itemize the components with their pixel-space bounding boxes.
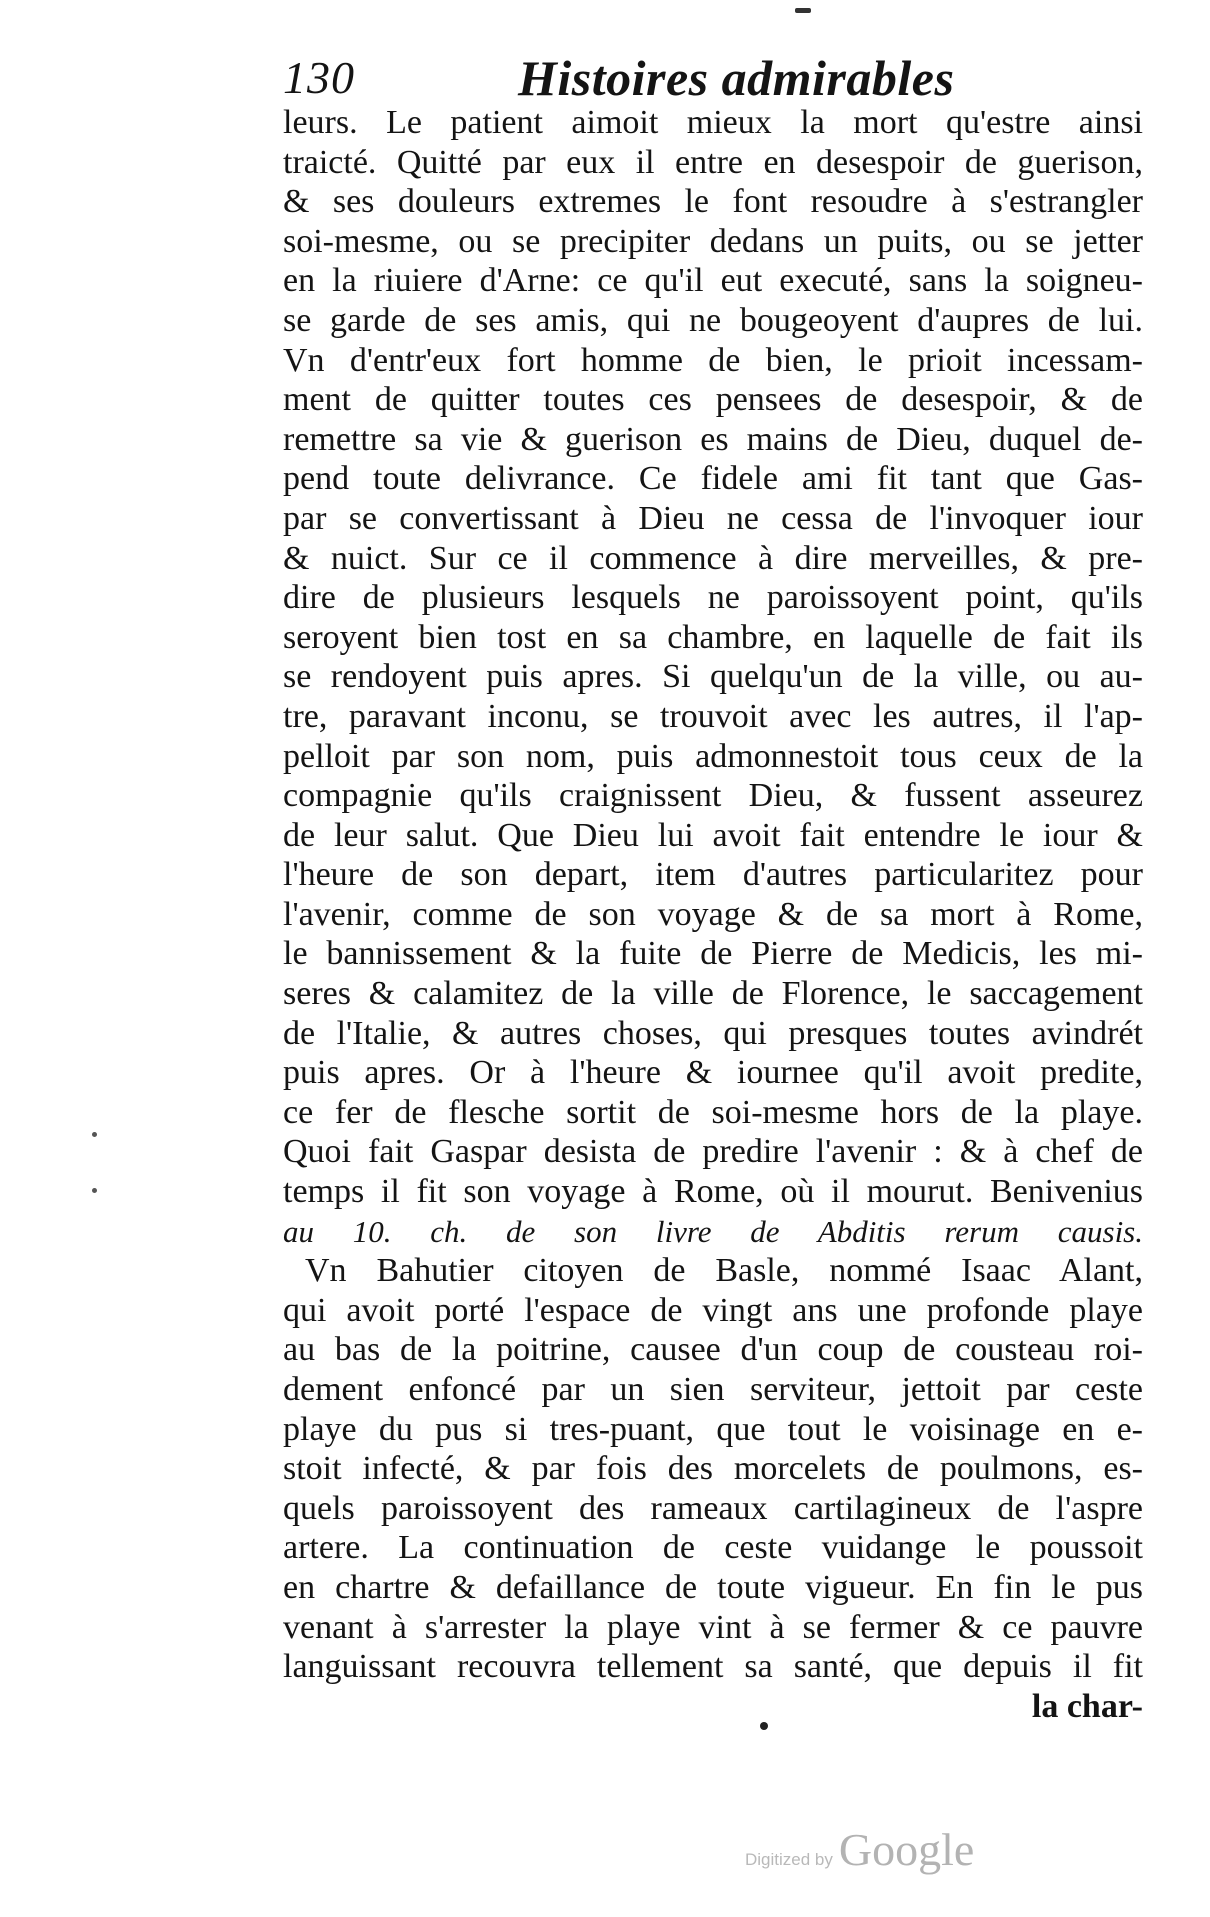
page-number: 130 — [283, 52, 355, 103]
text-line: traicté. Quitté par eux il entre en desespoir de guerison, — [283, 143, 1143, 181]
margin-speck — [92, 1132, 97, 1137]
text-line: pend toute delivrance. Ce fidele ami fit tant que Gas- — [283, 460, 1143, 498]
text-line: remettre sa vie & guerison es mains de Dieu, duquel de- — [283, 420, 1143, 458]
text-line: de leur salut. Que Dieu lui avoit fait entendre le iour & — [283, 816, 1143, 854]
text-line: venant à s'arrester la playe vint à se fermer & ce pauvre — [283, 1608, 1143, 1646]
catchword: la char- — [1031, 1687, 1143, 1725]
ink-dot — [760, 1722, 768, 1730]
text-line: dire de plusieurs lesquels ne paroissoyent point, qu'ils — [283, 579, 1143, 617]
text-line: temps il fit son voyage à Rome, où il mourut. Benivenius — [283, 1173, 1143, 1211]
text-line: stoit infecté, & par fois des morcelets de poulmons, es- — [283, 1450, 1143, 1488]
body-text — [283, 103, 1143, 1726]
running-title: Histoires admirables — [518, 50, 955, 106]
text-line: l'avenir, comme de son voyage & de sa mort à Rome, — [283, 895, 1143, 933]
text-line: par se convertissant à Dieu ne cessa de l'invoquer iour — [283, 499, 1143, 537]
text-line: compagnie qu'ils craignissent Dieu, & fussent asseurez — [283, 777, 1143, 815]
text-line: languissant recouvra tellement sa santé, que depuis il fit — [283, 1648, 1143, 1686]
text-line: se garde de ses amis, qui ne bougeoyent d'aupres de lui. — [283, 301, 1143, 339]
digitization-watermark — [745, 1818, 974, 1878]
paragraph-start-line: Vn Bahutier citoyen de Basle, nommé Isaac Alant, — [305, 1252, 1143, 1290]
text-line: seres & calamitez de la ville de Florence, le saccagement — [283, 975, 1143, 1013]
text-line: leurs. Le patient aimoit mieux la mort qu'estre ainsi — [283, 104, 1143, 141]
text-line: l'heure de son depart, item d'autres particularitez pour — [283, 856, 1143, 894]
text-line: quels paroissoyent des rameaux cartilagineux de l'aspre — [283, 1489, 1143, 1527]
text-line: de l'Italie, & autres choses, qui presques toutes avindrét — [283, 1014, 1143, 1052]
text-line: en chartre & defaillance de toute vigueur. En fin le pus — [283, 1568, 1143, 1606]
text-line: au bas de la poitrine, causee d'un coup de cousteau roi- — [283, 1331, 1143, 1369]
text-line: soi-mesme, ou se precipiter dedans un puits, ou se jetter — [283, 222, 1143, 260]
citation-line: au 10. ch. de son livre de Abditis rerum causis. — [283, 1213, 1143, 1249]
text-line: tre, paravant inconu, se trouvoit avec les autres, il l'ap- — [283, 697, 1143, 735]
text-line: & ses douleurs extremes le font resoudre à s'estrangler — [283, 183, 1143, 221]
watermark-prefix: Digitized by — [745, 1850, 833, 1869]
text-line: dement enfoncé par un sien serviteur, jettoit par ceste — [283, 1371, 1143, 1408]
text-line: ment de quitter toutes ces pensees de desespoir, & de — [283, 381, 1143, 419]
text-line: qui avoit porté l'espace de vingt ans une profonde playe — [283, 1291, 1143, 1329]
text-line: puis apres. Or à l'heure & iournee qu'il avoit predite, — [283, 1054, 1143, 1092]
text-line: & nuict. Sur ce il commence à dire merveilles, & pre- — [283, 539, 1143, 577]
page-header — [283, 48, 1153, 108]
text-line: Quoi fait Gaspar desista de predire l'avenir : & à chef de — [283, 1133, 1143, 1171]
text-line: le bannissement & la fuite de Pierre de Medicis, les mi- — [283, 935, 1143, 973]
text-line: seroyent bien tost en sa chambre, en laquelle de fait ils — [283, 618, 1143, 656]
margin-speck — [92, 1188, 97, 1193]
text-line: se rendoyent puis apres. Si quelqu'un de la ville, ou au- — [283, 658, 1143, 696]
text-line: Vn d'entr'eux fort homme de bien, le prioit incessam- — [283, 341, 1143, 379]
text-line: en la riuiere d'Arne: ce qu'il eut executé, sans la soigneu- — [283, 262, 1143, 300]
text-line: playe du pus si tres-puant, que tout le voisinage en e- — [283, 1410, 1143, 1448]
ink-mark — [795, 8, 811, 13]
text-line: ce fer de flesche sortit de soi-mesme hors de la playe. — [283, 1093, 1143, 1131]
watermark-brand-logo: Google — [838, 1824, 975, 1875]
text-line: pelloit par son nom, puis admonnestoit tous ceux de la — [283, 737, 1143, 775]
text-line: artere. La continuation de ceste vuidange le poussoit — [283, 1529, 1143, 1567]
